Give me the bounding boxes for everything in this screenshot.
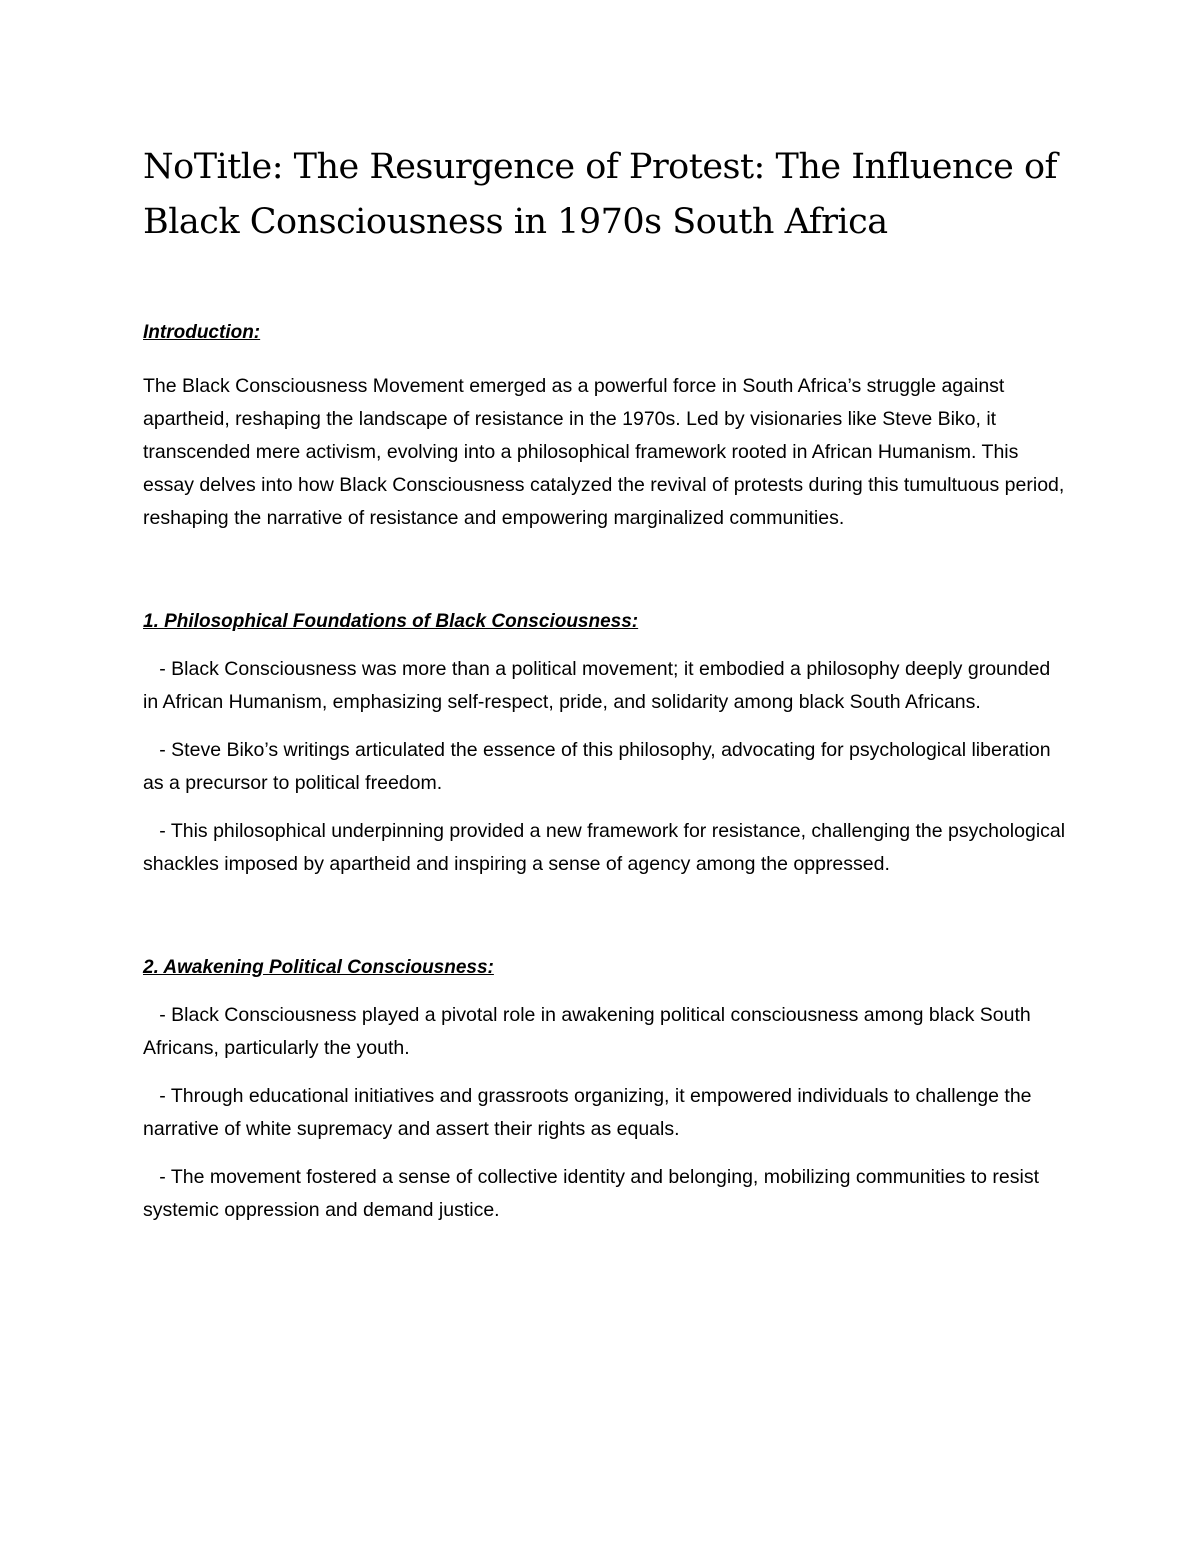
- bullet-item: - This philosophical underpinning provided a new framework for resistance, challenging the psychological shackles imposed by apartheid and inspiring a sense of agency among the oppressed.: [143, 820, 1071, 875]
- bullet-item: - Black Consciousness played a pivotal role in awakening political consciousness among black South Africans, particularly the youth.: [143, 1004, 1036, 1059]
- introduction-heading: Introduction:: [143, 322, 261, 343]
- bullet-item: - Black Consciousness was more than a political movement; it embodied a philosophy deeply grounded in African Humanism, emphasizing self-respect, pride, and solidarity among black South Africans.: [143, 658, 1056, 713]
- section-heading: 1. Philosophical Foundations of Black Consciousness:: [143, 611, 639, 632]
- section-awakening-political-consciousness: [143, 953, 1068, 1227]
- bullet-item: - The movement fostered a sense of collective identity and belonging, mobilizing communities to resist systemic oppression and demand justice.: [143, 1166, 1045, 1221]
- document-page: [143, 140, 1071, 1227]
- introduction-paragraph: The Black Consciousness Movement emerged as a powerful force in South Africa’s struggle against apartheid, reshaping the landscape of resistance in the 1970s. Led by visionaries like Steve Biko, it transcended mere activism, evolving into a philosophical framework rooted in African Humanism. This essay delves into how Black Consciousness catalyzed the revival of protests during this tumultuous period, reshaping the narrative of resistance and empowering marginalized communities.: [143, 375, 1065, 529]
- document-title: NoTitle: The Resurgence of Protest: The Influence of Black Consciousness in 1970s South Africa: [143, 147, 1057, 242]
- section-heading: 2. Awakening Political Consciousness:: [143, 957, 494, 978]
- bullet-item: - Through educational initiatives and grassroots organizing, it empowered individuals to challenge the narrative of white supremacy and assert their rights as equals.: [143, 1085, 1037, 1140]
- section-body: [143, 653, 1071, 881]
- section-body: [143, 999, 1068, 1227]
- bullet-item: - Steve Biko’s writings articulated the essence of this philosophy, advocating for psychological liberation as a precursor to political freedom.: [143, 739, 1057, 794]
- section-philosophical-foundations: [143, 607, 1071, 881]
